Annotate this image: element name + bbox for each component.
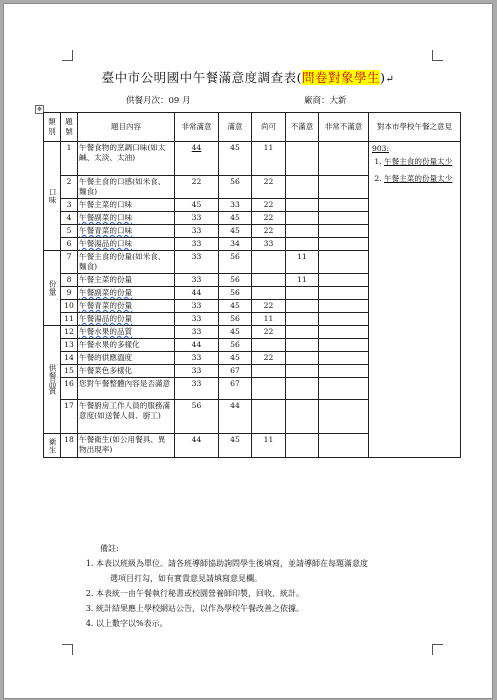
question-text: 午餐湯品的份量 <box>78 313 175 326</box>
header-unsatisfied: 不滿意 <box>286 113 319 142</box>
very-satisfied-value: 33 <box>175 225 219 238</box>
question-text: 午餐主食的口感(如米食、麵食) <box>78 176 175 199</box>
ok-value: 11 <box>252 313 286 326</box>
unsatisfied-value <box>286 300 319 313</box>
question-number: 5 <box>61 225 78 238</box>
very-unsatisfied-value <box>319 142 369 176</box>
question-number: 18 <box>61 434 78 458</box>
question-text: 午餐湯品的口味 <box>78 238 175 251</box>
question-number: 15 <box>61 365 78 378</box>
very-unsatisfied-value <box>319 365 369 378</box>
satisfied-value: 56 <box>219 313 252 326</box>
very-unsatisfied-value <box>319 352 369 365</box>
ok-value <box>252 339 286 352</box>
note-item-continuation: 選項目打勾，如有實貴意見請填寫意見欄。 <box>110 574 262 583</box>
satisfied-value: 56 <box>219 251 252 274</box>
title-end: ) <box>380 70 386 85</box>
very-satisfied-value: 33 <box>175 365 219 378</box>
very-satisfied-value: 33 <box>175 238 219 251</box>
category-cell <box>44 251 61 326</box>
unsatisfied-value <box>286 400 319 434</box>
notes-label: 備註: <box>100 544 119 553</box>
very-unsatisfied-value <box>319 339 369 352</box>
unsatisfied-value <box>286 378 319 400</box>
unsatisfied-value: 11 <box>286 274 319 287</box>
very-satisfied-value: 33 <box>175 300 219 313</box>
ok-value: 33 <box>252 238 286 251</box>
header-opinion: 對本市學校午餐之意見 <box>369 113 461 142</box>
question-number: 4 <box>61 212 78 225</box>
title-main: 臺中市公明國中午餐滿意度調查表( <box>101 70 303 85</box>
header-very-satisfied: 非常滿意 <box>175 113 219 142</box>
question-text: 午餐主菜的口味 <box>78 199 175 212</box>
very-unsatisfied-value <box>319 400 369 434</box>
very-unsatisfied-value <box>319 238 369 251</box>
question-number: 13 <box>61 339 78 352</box>
category-label: 口味 <box>48 188 57 204</box>
unsatisfied-value <box>286 313 319 326</box>
question-text: 午餐副菜的口味 <box>78 212 175 225</box>
ok-value <box>252 287 286 300</box>
question-number: 12 <box>61 326 78 339</box>
unsatisfied-value <box>286 212 319 225</box>
very-satisfied-value: 22 <box>175 176 219 199</box>
header-very-unsatisfied: 非常不滿意 <box>319 113 369 142</box>
very-unsatisfied-value <box>319 212 369 225</box>
header-category: 類別 <box>44 113 61 142</box>
ok-value <box>252 400 286 434</box>
ok-value: 11 <box>252 142 286 176</box>
question-text: 午餐廚房工作人員的服務滿意度(如送餐人員、廚工) <box>78 400 175 434</box>
category-cell <box>44 434 61 458</box>
unsatisfied-value <box>286 326 319 339</box>
unsatisfied-value <box>286 434 319 458</box>
unsatisfied-value <box>286 287 319 300</box>
question-number: 3 <box>61 199 78 212</box>
document-title <box>4 68 492 86</box>
question-text: 午餐主食的份量(如米食、麵食) <box>78 251 175 274</box>
header-number: 題號 <box>61 113 78 142</box>
header-ok: 尚可 <box>252 113 286 142</box>
satisfied-value: 56 <box>219 287 252 300</box>
question-number: 10 <box>61 300 78 313</box>
very-satisfied-value: 33 <box>175 274 219 287</box>
very-satisfied-value: 56 <box>175 400 219 434</box>
survey-table <box>43 112 461 458</box>
very-unsatisfied-value <box>319 300 369 313</box>
vendor-name: 廠商：大新 <box>304 96 347 106</box>
ok-value: 11 <box>252 434 286 458</box>
satisfied-value: 56 <box>219 176 252 199</box>
ok-value <box>252 378 286 400</box>
satisfied-value: 34 <box>219 238 252 251</box>
ok-value: 22 <box>252 225 286 238</box>
question-number: 6 <box>61 238 78 251</box>
opinion-class: 903: <box>372 144 390 153</box>
question-number: 14 <box>61 352 78 365</box>
question-text: 午餐副菜的份量 <box>78 287 175 300</box>
opinion-list <box>372 156 459 184</box>
very-satisfied-value: 33 <box>175 251 219 274</box>
very-unsatisfied-value <box>319 434 369 458</box>
header-satisfied: 滿意 <box>219 113 252 142</box>
satisfied-value: 45 <box>219 225 252 238</box>
very-unsatisfied-value <box>319 378 369 400</box>
ok-value <box>252 251 286 274</box>
very-satisfied-value: 33 <box>175 313 219 326</box>
very-satisfied-value: 44 <box>175 434 219 458</box>
unsatisfied-value: 11 <box>286 251 319 274</box>
satisfied-value: 56 <box>219 339 252 352</box>
crop-mark-bottom-right <box>432 644 443 655</box>
very-satisfied-value: 44 <box>175 339 219 352</box>
satisfied-value: 45 <box>219 142 252 176</box>
satisfied-value: 67 <box>219 378 252 400</box>
crop-mark-bottom-left <box>62 644 73 655</box>
very-satisfied-value: 33 <box>175 212 219 225</box>
category-cell <box>44 326 61 434</box>
very-unsatisfied-value <box>319 251 369 274</box>
question-text: 午餐食物的烹調口味(如太鹹、太淡、太油) <box>78 142 175 176</box>
question-number: 1 <box>61 142 78 176</box>
question-number: 2 <box>61 176 78 199</box>
unsatisfied-value <box>286 142 319 176</box>
note-item: 4. 以上數字以%表示。 <box>96 616 462 631</box>
question-text: 午餐青菜的份量 <box>78 300 175 313</box>
question-text: 午餐水果的品質 <box>78 326 175 339</box>
unsatisfied-value <box>286 339 319 352</box>
question-text: 午餐衛生(如公用餐具、異物出現率) <box>78 434 175 458</box>
unsatisfied-value <box>286 199 319 212</box>
question-number: 7 <box>61 251 78 274</box>
document-page <box>3 3 493 699</box>
ok-value: 22 <box>252 352 286 365</box>
very-satisfied-value: 44 <box>175 142 219 176</box>
ok-value: 22 <box>252 326 286 339</box>
very-unsatisfied-value <box>319 287 369 300</box>
category-cell <box>44 142 61 251</box>
crop-mark-top-left <box>62 50 73 61</box>
ok-value: 22 <box>252 212 286 225</box>
very-unsatisfied-value <box>319 225 369 238</box>
table-header-row <box>44 113 461 142</box>
unsatisfied-value <box>286 238 319 251</box>
question-text: 午餐青菜的口味 <box>78 225 175 238</box>
very-satisfied-value: 44 <box>175 287 219 300</box>
ok-value: 22 <box>252 199 286 212</box>
satisfied-value: 44 <box>219 400 252 434</box>
question-text: 午餐的供應溫度 <box>78 352 175 365</box>
question-number: 11 <box>61 313 78 326</box>
question-number: 9 <box>61 287 78 300</box>
table-move-handle-icon[interactable]: ✥ <box>36 106 43 113</box>
satisfied-value: 45 <box>219 212 252 225</box>
ok-value <box>252 274 286 287</box>
very-unsatisfied-value <box>319 199 369 212</box>
category-label: 供餐品質 <box>48 364 57 395</box>
question-text: 您對午餐整體內容是否滿意 <box>78 378 175 400</box>
very-unsatisfied-value <box>319 274 369 287</box>
header-question: 題目內容 <box>78 113 175 142</box>
ok-value: 22 <box>252 176 286 199</box>
unsatisfied-value <box>286 176 319 199</box>
notes-list <box>82 556 462 631</box>
very-satisfied-value: 33 <box>175 352 219 365</box>
satisfied-value: 67 <box>219 365 252 378</box>
supply-month: 供餐月次：09 月 <box>126 96 191 106</box>
very-unsatisfied-value <box>319 326 369 339</box>
question-text: 午餐水果的多樣化 <box>78 339 175 352</box>
satisfied-value: 45 <box>219 300 252 313</box>
question-number: 17 <box>61 400 78 434</box>
notes-section <box>82 541 462 631</box>
question-number: 8 <box>61 274 78 287</box>
opinion-item: 1. 午餐主食的份量太少 <box>384 156 459 167</box>
very-satisfied-value: 33 <box>175 378 219 400</box>
note-item: 2. 本表統一由午餐執行秘書或校園營養師印製，回收、統計。 <box>96 586 462 601</box>
opinion-item: 2. 午餐主菜的份量太少 <box>384 173 459 184</box>
category-label: 份量 <box>48 280 57 296</box>
unsatisfied-value <box>286 225 319 238</box>
crop-mark-top-right <box>432 50 443 61</box>
very-satisfied-value: 45 <box>175 199 219 212</box>
question-text: 午餐主菜的份量 <box>78 274 175 287</box>
question-number: 16 <box>61 378 78 400</box>
satisfied-value: 45 <box>219 434 252 458</box>
paragraph-mark-icon: ↵ <box>385 74 395 85</box>
opinion-cell[interactable] <box>369 142 461 458</box>
satisfied-value: 45 <box>219 352 252 365</box>
note-item: 3. 統計結果應上學校網站公告，以作為學校午餐改善之依據。 <box>96 601 462 616</box>
table-row <box>44 142 461 176</box>
title-highlight: 問卷對象學生 <box>302 70 381 85</box>
question-text: 午餐菜色多樣化 <box>78 365 175 378</box>
ok-value <box>252 365 286 378</box>
very-unsatisfied-value <box>319 313 369 326</box>
unsatisfied-value <box>286 352 319 365</box>
satisfied-value: 33 <box>219 199 252 212</box>
category-label: 衛生 <box>48 437 57 454</box>
very-unsatisfied-value <box>319 176 369 199</box>
satisfied-value: 56 <box>219 274 252 287</box>
unsatisfied-value <box>286 365 319 378</box>
note-item: 1. 本表以班級為單位。請各班導師協助詢問學生後填寫，並請導師在每題滿意度 選項目打勾，如有實貴意見請填寫意見欄。 <box>96 556 462 586</box>
very-satisfied-value: 33 <box>175 326 219 339</box>
satisfied-value: 45 <box>219 326 252 339</box>
ok-value: 22 <box>252 300 286 313</box>
